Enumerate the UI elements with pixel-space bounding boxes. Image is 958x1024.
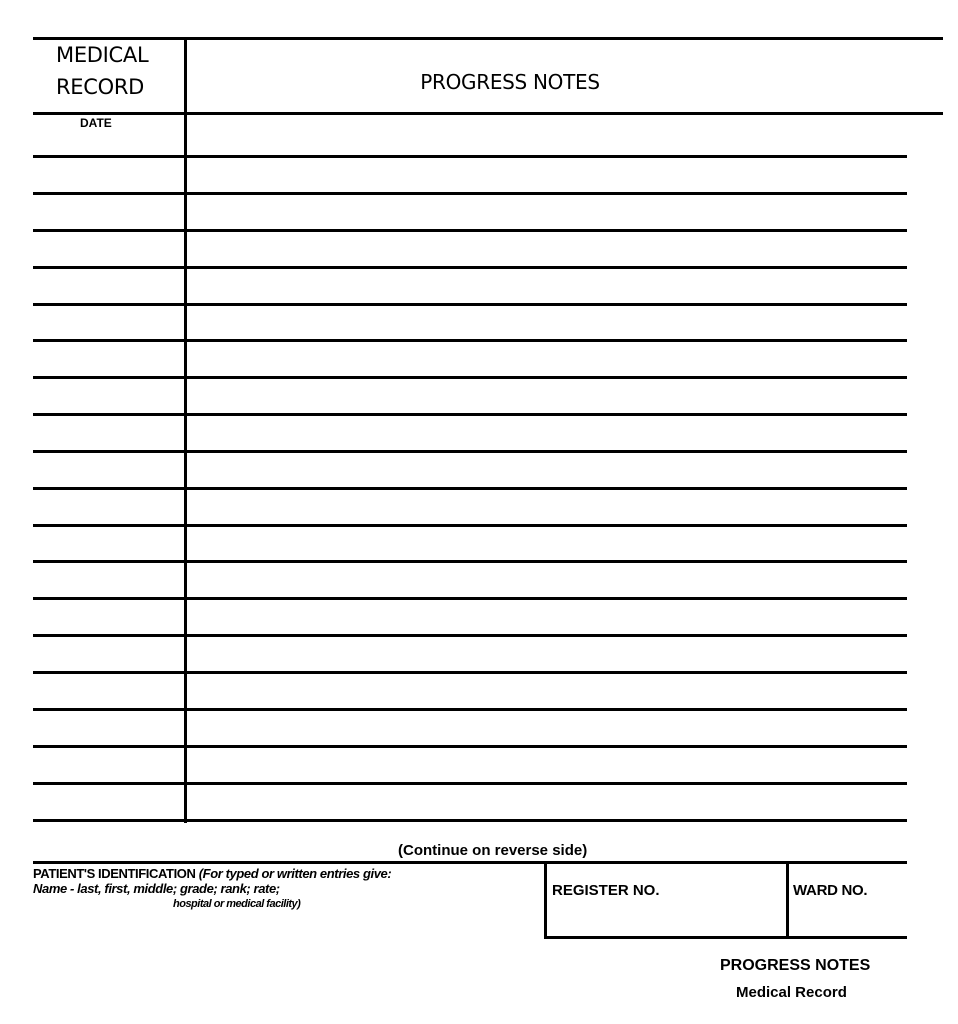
date-input[interactable] bbox=[36, 454, 188, 487]
date-input[interactable] bbox=[36, 491, 188, 524]
date-input[interactable] bbox=[36, 380, 188, 413]
identification-bottom-border bbox=[544, 936, 907, 939]
row-line bbox=[33, 708, 907, 711]
patient-identification-field[interactable] bbox=[33, 914, 542, 958]
continue-on-reverse-note: (Continue on reverse side) bbox=[398, 842, 588, 859]
row-line bbox=[33, 339, 907, 342]
note-input[interactable] bbox=[189, 564, 909, 597]
date-column-header: DATE bbox=[80, 116, 112, 130]
row-line bbox=[33, 487, 907, 490]
row-line bbox=[33, 597, 907, 600]
date-input[interactable] bbox=[36, 118, 188, 154]
note-input[interactable] bbox=[189, 638, 909, 671]
date-input[interactable] bbox=[36, 786, 188, 819]
date-input[interactable] bbox=[36, 270, 188, 303]
note-input[interactable] bbox=[189, 307, 909, 339]
date-input[interactable] bbox=[36, 196, 188, 229]
identification-top-border bbox=[33, 861, 907, 864]
note-input[interactable] bbox=[189, 196, 909, 229]
row-line bbox=[33, 560, 907, 563]
row-line bbox=[33, 634, 907, 637]
date-input[interactable] bbox=[36, 712, 188, 745]
ward-no-input[interactable] bbox=[792, 904, 908, 934]
note-input[interactable] bbox=[189, 601, 909, 634]
note-input[interactable] bbox=[189, 159, 909, 192]
date-input[interactable] bbox=[36, 528, 188, 560]
row-line bbox=[33, 229, 907, 232]
patient-identification-instruction-2: Name - last, first, middle; grade; rank; rate; bbox=[33, 881, 280, 896]
row-line bbox=[33, 303, 907, 306]
patient-identification-instruction-3: hospital or medical facility) bbox=[173, 898, 301, 910]
note-input[interactable] bbox=[189, 786, 909, 819]
note-input[interactable] bbox=[189, 417, 909, 450]
form-footer-title: PROGRESS NOTES bbox=[720, 957, 871, 974]
row-line bbox=[33, 192, 907, 195]
register-box-left-border bbox=[544, 861, 547, 938]
row-line bbox=[33, 413, 907, 416]
row-line bbox=[33, 745, 907, 748]
note-input[interactable] bbox=[189, 118, 909, 154]
date-input[interactable] bbox=[36, 417, 188, 450]
header-bottom-border bbox=[33, 112, 943, 115]
note-input[interactable] bbox=[189, 233, 909, 266]
register-no-input[interactable] bbox=[550, 904, 784, 934]
medical-record-label bbox=[56, 39, 148, 103]
note-input[interactable] bbox=[189, 712, 909, 745]
note-input[interactable] bbox=[189, 380, 909, 413]
date-input[interactable] bbox=[36, 307, 188, 339]
date-input[interactable] bbox=[36, 233, 188, 266]
patient-identification-title: PATIENT'S IDENTIFICATION bbox=[33, 866, 196, 881]
date-input[interactable] bbox=[36, 675, 188, 708]
row-line bbox=[33, 155, 907, 158]
page-title: PROGRESS NOTES bbox=[420, 70, 600, 94]
register-no-label: REGISTER NO. bbox=[552, 882, 660, 899]
date-input[interactable] bbox=[36, 749, 188, 782]
patient-identification-instruction-1: (For typed or written entries give: bbox=[198, 866, 392, 881]
note-input[interactable] bbox=[189, 528, 909, 560]
row-line bbox=[33, 819, 907, 822]
note-input[interactable] bbox=[189, 454, 909, 487]
row-line bbox=[33, 671, 907, 674]
patient-identification-label bbox=[33, 866, 391, 881]
row-line bbox=[33, 782, 907, 785]
date-input[interactable] bbox=[36, 159, 188, 192]
row-line bbox=[33, 266, 907, 269]
note-input[interactable] bbox=[189, 491, 909, 524]
date-input[interactable] bbox=[36, 601, 188, 634]
note-input[interactable] bbox=[189, 343, 909, 376]
row-line bbox=[33, 376, 907, 379]
form-footer-subtitle: Medical Record bbox=[736, 984, 847, 1001]
note-input[interactable] bbox=[189, 749, 909, 782]
date-input[interactable] bbox=[36, 343, 188, 376]
ward-box-left-border bbox=[786, 861, 789, 938]
ward-no-label: WARD NO. bbox=[793, 882, 868, 899]
row-line bbox=[33, 524, 907, 527]
medical-record-label-line1: MEDICAL bbox=[56, 43, 149, 67]
date-input[interactable] bbox=[36, 564, 188, 597]
note-input[interactable] bbox=[189, 270, 909, 303]
header-top-border bbox=[33, 37, 943, 40]
note-input[interactable] bbox=[189, 675, 909, 708]
row-line bbox=[33, 450, 907, 453]
date-input[interactable] bbox=[36, 638, 188, 671]
medical-record-label-line2: RECORD bbox=[56, 75, 145, 99]
